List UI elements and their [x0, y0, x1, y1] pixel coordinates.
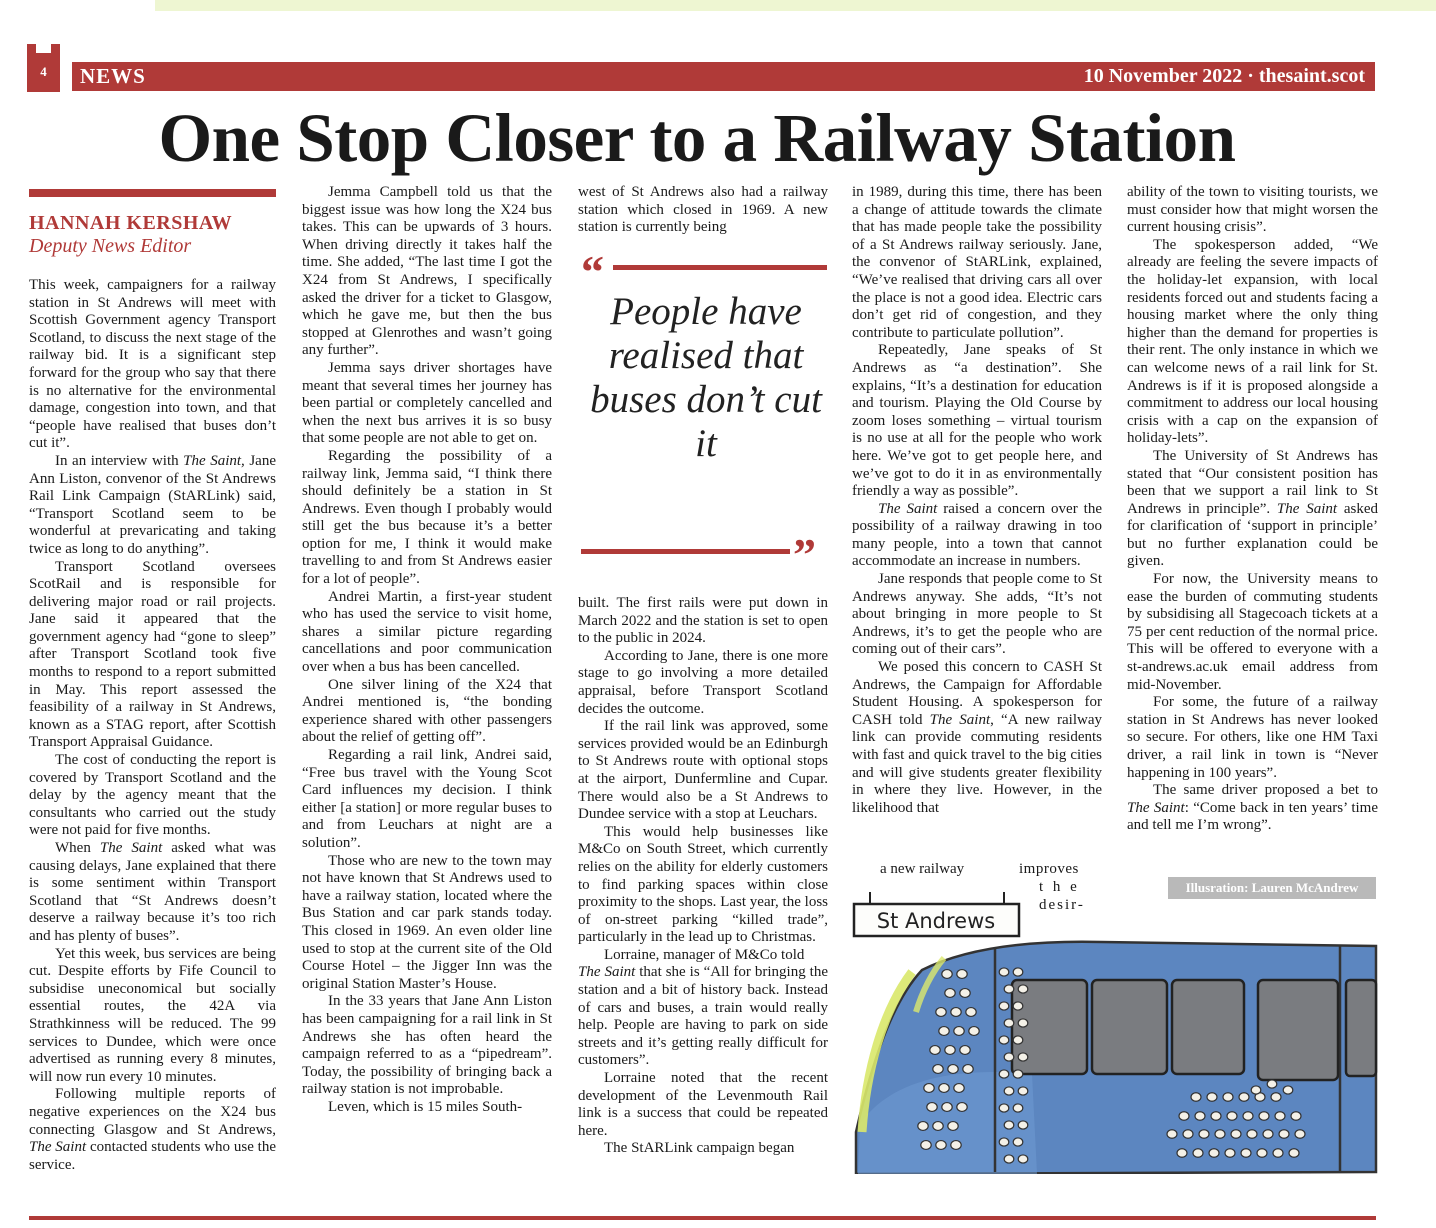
- article-paragraph: [578, 595, 828, 648]
- article-paragraph: [578, 947, 828, 965]
- headline: One Stop Closer to a Railway Station: [158, 100, 1236, 176]
- paragraph-text: raised a concern over the possibility of a railway drawing in too many people, into a town that cannot accommodate an increase in numbers.: [852, 500, 1102, 570]
- paragraph-text: The same driver proposed a bet to: [1153, 782, 1378, 799]
- paragraph-text: Repeatedly, Jane speaks of St Andrews as “a destination”. She explains, “It’s a destination for education and tourism. Playing the Old Course by zoom loses something – virtual tourism is no use at all for the people who work here. We’ve got to get people here, and we’ve got to do it in as environmentally friendly a way as possible”.: [852, 342, 1102, 500]
- article-paragraph: [29, 840, 276, 946]
- tail-word-4: desir-: [1039, 897, 1085, 913]
- paragraph-text: Jane responds that people come to St Andrews anyway. She adds, “It’s not about bringing in more people to St Andrews, it’s to get the people who are coming out of their cars”.: [852, 571, 1102, 658]
- paragraph-text: Lorraine noted that the recent development of the Levenmouth Rail link is a success that could be repeated here.: [578, 1070, 828, 1139]
- article-paragraph: [852, 571, 1102, 659]
- paragraph-text: , “A new railway link can provide commuting residents with fast and quick travel to the big cities and will give students greater flexibility in where they live. However, in the likelihood that: [852, 711, 1102, 816]
- article-paragraph: [1127, 694, 1378, 782]
- article-paragraph: [29, 453, 276, 559]
- paragraph-text: The StARLink campaign began: [604, 1140, 795, 1157]
- article-paragraph: [302, 589, 552, 677]
- paragraph-text: Regarding the possibility of a railway link, Jemma said, “I think there should definitely be a station in St Andrews. Even though I probably would still get the bus because it’s a better option for me, I think it would make travelling to and from St Andrews easier for a lot of people”.: [302, 447, 552, 588]
- author-role: Deputy News Editor: [29, 235, 192, 257]
- paragraph-text: Jemma Campbell told us that the biggest issue was how long the X24 bus takes. This can be upwards of 3 hours. When driving directly it takes half the time. She added, “The last time I got the X24 from St Andrews, I specifically asked the driver for a ticket to Glasgow, which he gave me, but then the bus stopped at Glenrothes and wasn’t going any further”.: [302, 184, 552, 359]
- paragraph-text: In an interview with: [55, 452, 184, 469]
- article-column-2: [302, 184, 552, 1116]
- paragraph-text: The cost of conducting the report is covered by Transport Scotland and the delay by the agency meant that the consultants who carried out the study were not paid for five months.: [29, 752, 276, 839]
- paragraph-text: The spokesperson added, “We already are feeling the severe impacts of the holiday-let expansion, with local residents forced out and students facing a housing market where the only thing higher than the demand for properties is their rent. The only instance in which we can welcome news of a rail link for St. Andrews is if it is proposed alongside a commitment to address our local housing crisis with a cap on the expansion of holiday-lets”.: [1127, 236, 1378, 447]
- publication-name: The Saint: [578, 964, 636, 981]
- publication-name: The Saint: [929, 711, 991, 728]
- paragraph-text: built. The first rails were put down in March 2022 and the station is set to open to the public in 2024.: [578, 595, 828, 647]
- paragraph-text: Andrei Martin, a first-year student who has used the service to visit home, shares a similar picture regarding cancellations and poor communication over when a bus has been cancelled.: [302, 588, 552, 676]
- section-label: NEWS: [80, 64, 146, 88]
- article-paragraph: [1127, 184, 1378, 237]
- article-paragraph: [302, 853, 552, 994]
- paragraph-text: Those who are new to the town may not have known that St Andrews used to have a railway station, located where the Bus Station and car park stands today. This closed in 1969. An even older line used to stop at the current site of the Old Course Hotel – the Jigger Inn was the original Station Master’s House.: [302, 852, 552, 992]
- tail-word-3: t h e: [1039, 879, 1080, 895]
- article-paragraph: [852, 659, 1102, 817]
- paragraph-text: Regarding a rail link, Andrei said, “Free bus travel with the Young Scot Card influences my decision. I think either [a station] or more regular buses to and from Leuchars at night are a solution”.: [302, 747, 552, 851]
- article-paragraph: [852, 342, 1102, 500]
- illustration-credit: Illusration: Lauren McAndrew: [1168, 877, 1376, 899]
- article-paragraph: [1127, 237, 1378, 448]
- paragraph-text: ability of the town to visiting tourists, we must consider how that might worsen the current housing crisis”.: [1127, 184, 1378, 236]
- paragraph-text: This would help businesses like M&Co on South Street, which currently relies on the ability for elderly customers to find parking spaces within close proximity to the shops. Last year, the loss of on-street parking “killed trade”, particularly in the lead up to Christmas.: [578, 823, 828, 946]
- paragraph-text: west of St Andrews also had a railway station which closed in 1969. A new station is currently being: [578, 184, 828, 236]
- article-paragraph: [302, 448, 552, 589]
- train-window-4: [1258, 980, 1338, 1080]
- paragraph-text: : “Come back in ten years’ time and tell me I’m wrong”.: [1127, 799, 1378, 834]
- article-paragraph: [29, 752, 276, 840]
- article-paragraph: [302, 184, 552, 360]
- page-number: 4: [40, 64, 47, 79]
- article-paragraph: [302, 677, 552, 747]
- article-paragraph: [1127, 448, 1378, 571]
- tail-word-2: improves: [1019, 861, 1079, 877]
- article-paragraph: [302, 1099, 552, 1117]
- article-column-1: [29, 277, 276, 1174]
- pull-quote: People have realised that buses don’t cut it: [590, 290, 822, 465]
- article-paragraph: [578, 718, 828, 824]
- paragraph-text: This week, campaigners for a railway station in St Andrews will meet with Scottish Government agency Transport Scotland, to discuss the next stage of the railway bid. It is a significant step forward for the group who say that there is no alternative for the environmental damage, congestion into town, and that “people have realised that buses don’t cut it”.: [29, 277, 276, 452]
- station-sign-text: St Andrews: [876, 909, 996, 933]
- pull-quote-close-mark: ”: [793, 529, 816, 580]
- train-window-3: [1172, 980, 1244, 1074]
- paragraph-text: In the 33 years that Jane Ann Liston has been campaigning for a rail link in St Andrews she has often heard the campaign referred to as a “pipedream”. Today, the possibility of bringing back a railway station is not improbable.: [302, 993, 552, 1098]
- paragraph-text: Jane Ann Liston, convenor of the St Andrews Rail Link Campaign (StARLink) said, “Transport Scotland seem to be wonderful at prevaricating and taking twice as long to do anything”.: [29, 452, 276, 557]
- article-paragraph: [578, 1070, 828, 1140]
- article-paragraph: [29, 946, 276, 1087]
- paragraph-text: that she is “All for bringing the station and a bit of history back. Instead of cars and buses, a train would really help. People are having to park on side streets and it’s getting really difficult for customers”.: [578, 964, 828, 1069]
- paragraph-text: For some, the future of a railway station in St Andrews has never looked so secure. For others, like one HM Taxi driver, a rail link in town is “Never happening in 100 years”.: [1127, 694, 1378, 781]
- publication-name: The Saint: [878, 500, 938, 517]
- article-paragraph: [29, 277, 276, 453]
- paragraph-text: Yet this week, bus services are being cut. Despite efforts by Fife Council to subsidise uneconomical but socially essential routes, the 42A via Strathkinness will be reduced. The 99 services to Dundee, which were once advertised as running every 8 minutes, will now run every 10 minutes.: [29, 945, 276, 1085]
- paragraph-text: We posed this concern to CASH St Andrews, the Campaign for Affordable Student Housing. A spokesperson for CASH told: [852, 659, 1102, 728]
- article-paragraph: [29, 1086, 276, 1174]
- author-name: HANNAH KERSHAW: [29, 212, 233, 234]
- page-number-badge: [27, 44, 60, 92]
- article-column-3-bottom: [578, 595, 828, 1158]
- pull-quote-bottom-rule: [581, 549, 790, 554]
- top-color-strip: [155, 0, 1436, 11]
- bottom-rule: [29, 1216, 1376, 1220]
- paragraph-text: When: [55, 840, 100, 856]
- publication-name: The Saint: [29, 1139, 87, 1156]
- article-paragraph: [1127, 782, 1378, 835]
- paragraph-text: Following multiple reports of negative experiences on the X24 bus connecting Glasgow and St Andrews,: [29, 1086, 276, 1138]
- byline-bar: [29, 189, 276, 197]
- article-paragraph: [302, 993, 552, 1099]
- article-paragraph: [852, 501, 1102, 571]
- pull-quote-open-mark: “: [581, 246, 604, 297]
- paragraph-text: For now, the University means to ease the burden of commuting students by subsidising all Stagecoach tickets at a 75 per cent reduction of the normal price. This will be offered to everyone with a st-andrews.ac.uk email address from mid-November.: [1127, 571, 1378, 693]
- article-paragraph: [578, 1140, 828, 1158]
- article-paragraph: [1127, 571, 1378, 694]
- dateline: 10 November 2022 · thesaint.scot: [1083, 65, 1365, 87]
- article-paragraph: [302, 360, 552, 448]
- publication-name: The Saint: [99, 840, 163, 856]
- article-column-4: [852, 184, 1102, 817]
- paragraph-text: One silver lining of the X24 that Andrei mentioned is, “the bonding experience shared with other passengers about the relief of getting off”.: [302, 676, 552, 746]
- paragraph-text: If the rail link was approved, some services provided would be an Edinburgh to St Andrews route with optional stops at the airport, Dunfermline and Cupar. There would also be a St Andrews to Dundee service with a stop at Leuchars.: [578, 718, 828, 823]
- section-banner: [72, 62, 1375, 91]
- publication-name: The Saint: [1127, 799, 1185, 816]
- paragraph-text: The University of St Andrews has stated that “Our consistent position has been that we support a rail link to St Andrews in principle”.: [1127, 447, 1378, 517]
- paragraph-text: Leven, which is 15 miles South-: [328, 1098, 523, 1115]
- paragraph-text: asked what was causing delays, Jane explained that there is some sentiment within Transport Scotland that “St Andrews doesn’t deserve a railway because it’s too rich and has plenty of buses”.: [29, 840, 276, 944]
- publication-name: The Saint,: [183, 452, 245, 469]
- paragraph-text: in 1989, during this time, there has been a change of attitude towards the climate that has made people take the possibility of a St Andrews railway seriously. Jane, the convenor of StARLink, explained, “We’ve realised that driving cars all over the place is not a good idea. Electric cars don’t get rid of congestion, and they contribute to particulate pollution”.: [852, 184, 1102, 341]
- article-paragraph: [578, 964, 828, 1070]
- article-paragraph: [578, 184, 828, 237]
- article-paragraph: [578, 648, 828, 718]
- article-column-5: [1127, 184, 1378, 835]
- train-illustration: [852, 862, 1382, 1197]
- train-window-2: [1092, 980, 1167, 1074]
- pull-quote-top-rule: [613, 265, 827, 270]
- article-column-3-top: [578, 184, 828, 237]
- paragraph-text: Lorraine, manager of M&Co told: [604, 946, 805, 963]
- paragraph-text: contacted students who use the service.: [29, 1139, 276, 1173]
- paragraph-text: Jemma says driver shortages have meant that several times her journey has been partial or completely cancelled and when the next bus arrives it is so busy that some people are not able to get on.: [302, 359, 552, 447]
- article-paragraph: [29, 559, 276, 753]
- paragraph-text: asked for clarification of ‘support in principle’ but no further explanation could be given.: [1127, 500, 1379, 570]
- paragraph-text: Transport Scotland oversees ScotRail and is responsible for delivering major road or rail projects. Jane said it appeared that the government agency had “gone to sleep” after Transport Scotland took five months to respond to a report submitted in May. This report assessed the feasibility of a railway in St Andrews, known as a STAG report, after Scottish Transport Appraisal Guidance.: [29, 558, 276, 751]
- article-paragraph: [852, 184, 1102, 342]
- article-paragraph: [578, 824, 828, 947]
- publication-name: The Saint: [1276, 500, 1338, 517]
- tail-word-1: a new railway: [880, 861, 965, 877]
- article-paragraph: [302, 747, 552, 853]
- paragraph-text: According to Jane, there is one more stage to go involving a more detailed appraisal, before Transport Scotland decides the outcome.: [578, 647, 828, 717]
- station-sign: [854, 892, 1019, 936]
